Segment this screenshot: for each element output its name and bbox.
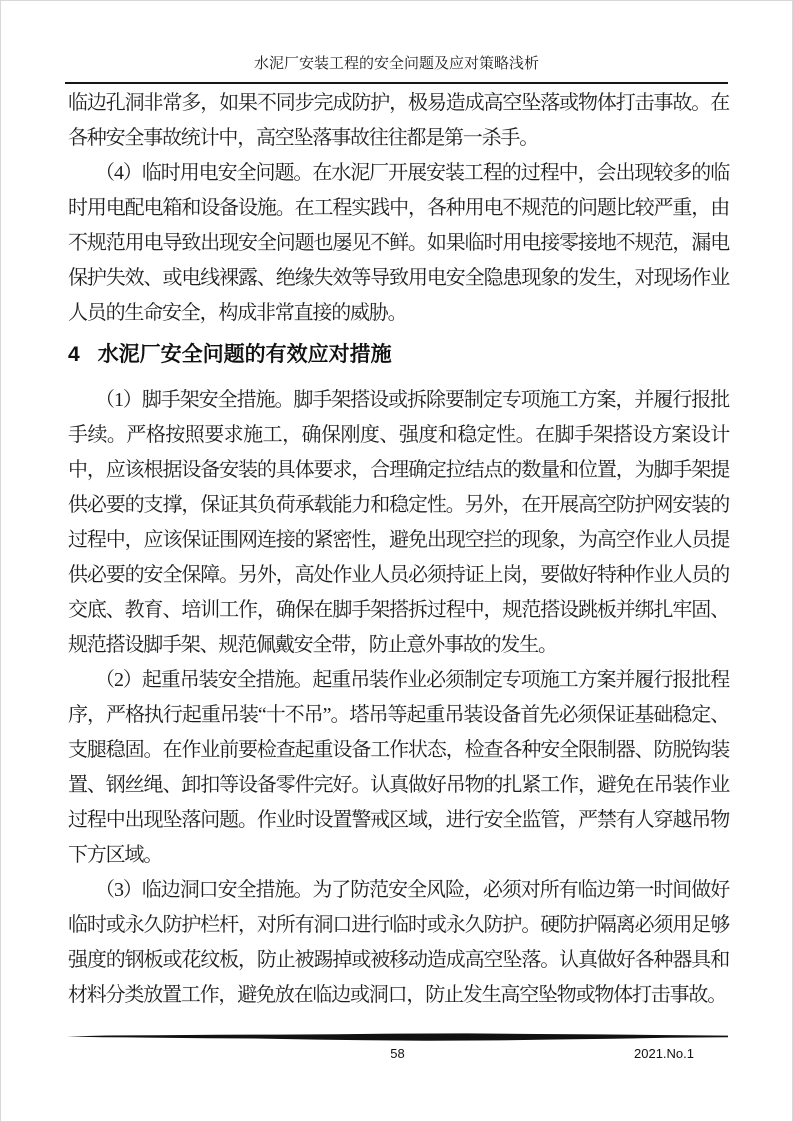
paragraph-item-4: （4）临时用电安全问题。在水泥厂开展安装工程的过程中，会出现较多的临时用电配电箱和设备设施。在工程实践中，各种用电不规范的问题比较严重，由不规范用电导致出现安全问题也屡见不鲜。如果临时用电接零接地不规范，漏电保护失效、或电线裸露、绝缘失效等导致用电安全隐患现象的发生，对现场作业人员的生命安全，构成非常直接的威胁。 xyxy=(68,162,729,324)
section-number: 4 xyxy=(68,343,80,366)
running-title: 水泥厂安装工程的安全问题及应对策略浅析 xyxy=(253,56,539,72)
footer-rule xyxy=(67,1032,729,1044)
issue-label: 2021.No.1 xyxy=(634,1046,694,1061)
footer-text-row xyxy=(1,1044,793,1064)
header-rule xyxy=(65,82,728,84)
page-footer xyxy=(1,1032,793,1064)
page-number: 58 xyxy=(390,1046,405,1061)
article-body xyxy=(68,86,729,1013)
paragraph-item-2: （2）起重吊装安全措施。起重吊装作业必须制定专项施工方案并履行报批程序，严格执行起重吊装“十不吊”。塔吊等起重吊装设备首先必须保证基础稳定、支腿稳固。在作业前要检查起重设备工作状态，检查各种安全限制器、防脱钩装置、钢丝绳、卸扣等设备零件完好。认真做好吊物的扎紧工作，避免在吊装作业过程中出现坠落问题。作业时设置警戒区域，进行安全监管，严禁有人穿越吊物下方区域。 xyxy=(68,669,729,866)
section-heading xyxy=(68,340,729,370)
paragraph-continuation: 临边孔洞非常多，如果不同步完成防护，极易造成高空坠落或物体打击事故。在各种安全事故统计中，高空坠落事故往往都是第一杀手。 xyxy=(68,92,729,149)
paragraph-item-3: （3）临边洞口安全措施。为了防范安全风险，必须对所有临边第一时间做好临时或永久防护栏杆，对所有洞口进行临时或永久防护。硬防护隔离必须用足够强度的钢板或花纹板，防止被踢掉或被移动造成高空坠落。认真做好各种器具和材料分类放置工作，避免放在临边或洞口，防止发生高空坠物或物体打击事故。 xyxy=(68,879,729,1006)
page-header xyxy=(1,54,792,84)
paragraph-item-1: （1）脚手架安全措施。脚手架搭设或拆除要制定专项施工方案，并履行报批手续。严格按照要求施工，确保刚度、强度和稳定性。在脚手架搭设方案设计中，应该根据设备安装的具体要求，合理确定拉结点的数量和位置，为脚手架提供必要的支撑，保证其负荷承载能力和稳定性。另外，在开展高空防护网安装的过程中，应该保证围网连接的紧密性，避免出现空拦的现象，为高空作业人员提供必要的安全保障。另外，高处作业人员必须持证上岗，要做好特种作业人员的交底、教育、培训工作，确保在脚手架搭拆过程中，规范搭设跳板并绑扎牢固、规范搭设脚手架、规范佩戴安全带，防止意外事故的发生。 xyxy=(68,389,729,656)
section-title: 水泥厂安全问题的有效应对措施 xyxy=(97,343,392,366)
